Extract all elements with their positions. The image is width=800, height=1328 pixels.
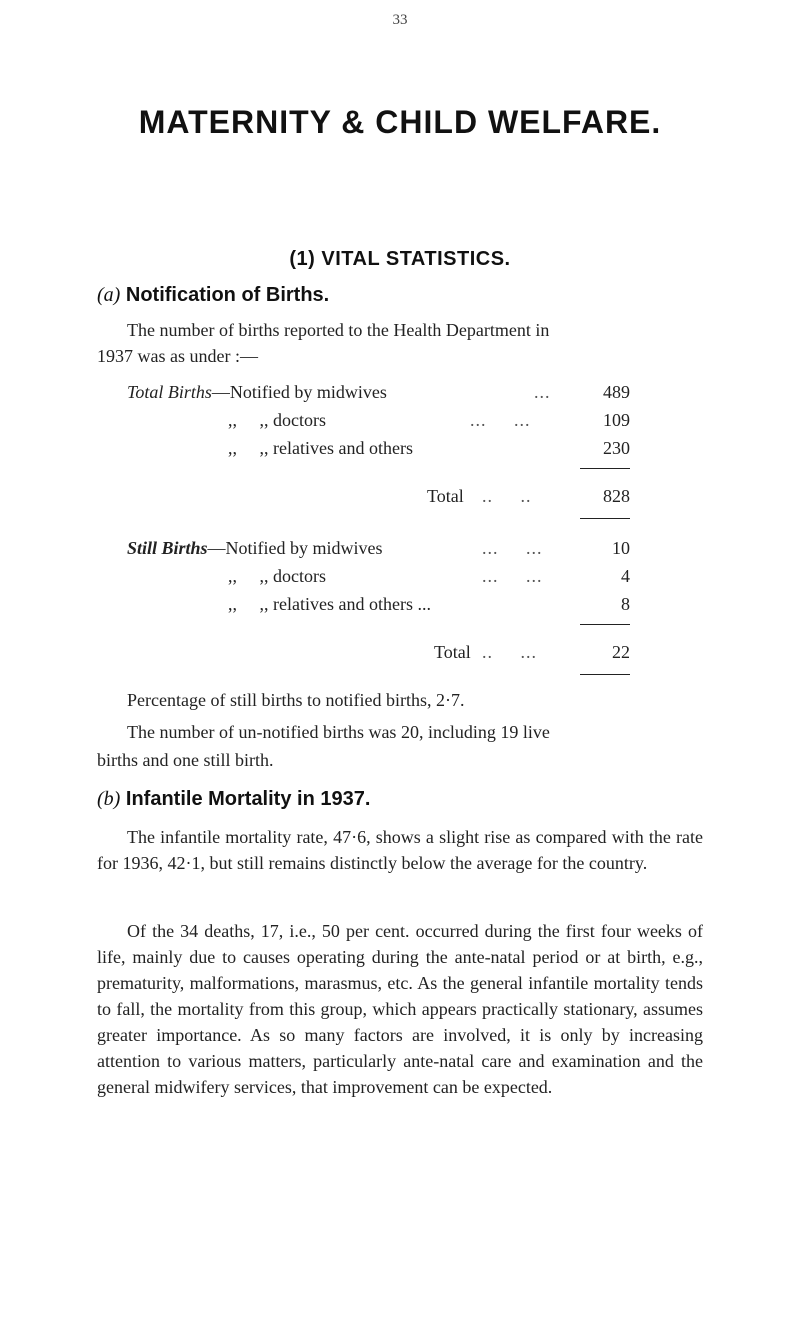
- row-dots: ... ...: [482, 566, 543, 586]
- page-number: 33: [392, 12, 408, 28]
- percentage-line: Percentage of still births to notified births, 2·7.: [127, 690, 465, 710]
- total-births-midwives-value: 489: [603, 382, 630, 402]
- unnotified-line1: The number of un-notified births was 20, including 19 live: [127, 722, 550, 742]
- infantile-label: (b): [97, 788, 121, 810]
- total-births-total-value: 828: [603, 486, 630, 506]
- still-births-label: Still Births: [127, 538, 208, 558]
- total-births-label: Total Births: [127, 382, 212, 402]
- section-heading: (1) VITAL STATISTICS.: [289, 248, 511, 270]
- unnotified-line2: births and one still birth.: [97, 750, 274, 770]
- still-births-rule-top: [580, 624, 630, 625]
- row-dots: ... ...: [470, 410, 531, 430]
- infantile-title: Infantile Mortality in 1937.: [125, 788, 371, 810]
- total-births-row: [127, 382, 387, 403]
- total-births-total-label: Total: [427, 486, 464, 506]
- still-births-relatives-text: ,, ,, relatives and others ...: [228, 594, 431, 614]
- notification-intro-line1: The number of births reported to the Health Department in: [127, 320, 550, 340]
- row-dots: .. ...: [482, 642, 537, 662]
- still-births-total-label: Total: [434, 642, 471, 662]
- infantile-paragraph-1: The infantile mortality rate, 47·6, shows a slight rise as compared with the rate for 1936, 42·1, but still remains distinctly below the average for the country.: [97, 827, 703, 873]
- still-births-doctors-text: ,, ,, doctors: [228, 566, 326, 586]
- notification-intro-line2: 1937 was as under :—: [97, 346, 258, 366]
- still-births-row: [127, 538, 383, 559]
- total-births-row-text: —Notified by midwives: [211, 382, 387, 402]
- row-dots: ... ...: [482, 538, 543, 558]
- total-births-relatives-value: 230: [603, 438, 630, 458]
- total-births-rule-top: [580, 468, 630, 469]
- notification-label: (a): [97, 284, 121, 306]
- row-dots: ...: [534, 382, 551, 402]
- still-births-total-value: 22: [612, 642, 630, 662]
- total-births-doctors-value: 109: [603, 410, 630, 430]
- infantile-paragraph-2: Of the 34 deaths, 17, i.e., 50 per cent. occurred during the first four weeks of life, mainly due to causes operating during the ante-natal period or at birth, e.g., prematurity, malformations, marasmus, etc. As the general infantile mortality tends to fall, the mortality from this group, which appears practically stationary, assumes greater importance. As so many factors are involved, it is only by increasing attention to various matters, particularly ante-natal care and examination and the general midwifery services, that improvement can be expected.: [97, 921, 703, 1097]
- notification-title: Notification of Births.: [125, 284, 330, 306]
- still-births-rule-bottom: [580, 674, 630, 675]
- total-births-relatives-text: ,, ,, relatives and others: [228, 438, 413, 458]
- still-births-row-text: —Notified by midwives: [207, 538, 383, 558]
- notification-heading: [97, 284, 329, 307]
- page-title: MATERNITY & CHILD WELFARE.: [138, 104, 662, 140]
- still-births-doctors-value: 4: [621, 566, 630, 586]
- still-births-midwives-value: 10: [612, 538, 630, 558]
- infantile-heading: [97, 788, 370, 811]
- total-births-rule-bottom: [580, 518, 630, 519]
- still-births-relatives-value: 8: [621, 594, 630, 614]
- row-dots: .. ..: [482, 486, 532, 506]
- total-births-doctors-text: ,, ,, doctors: [228, 410, 326, 430]
